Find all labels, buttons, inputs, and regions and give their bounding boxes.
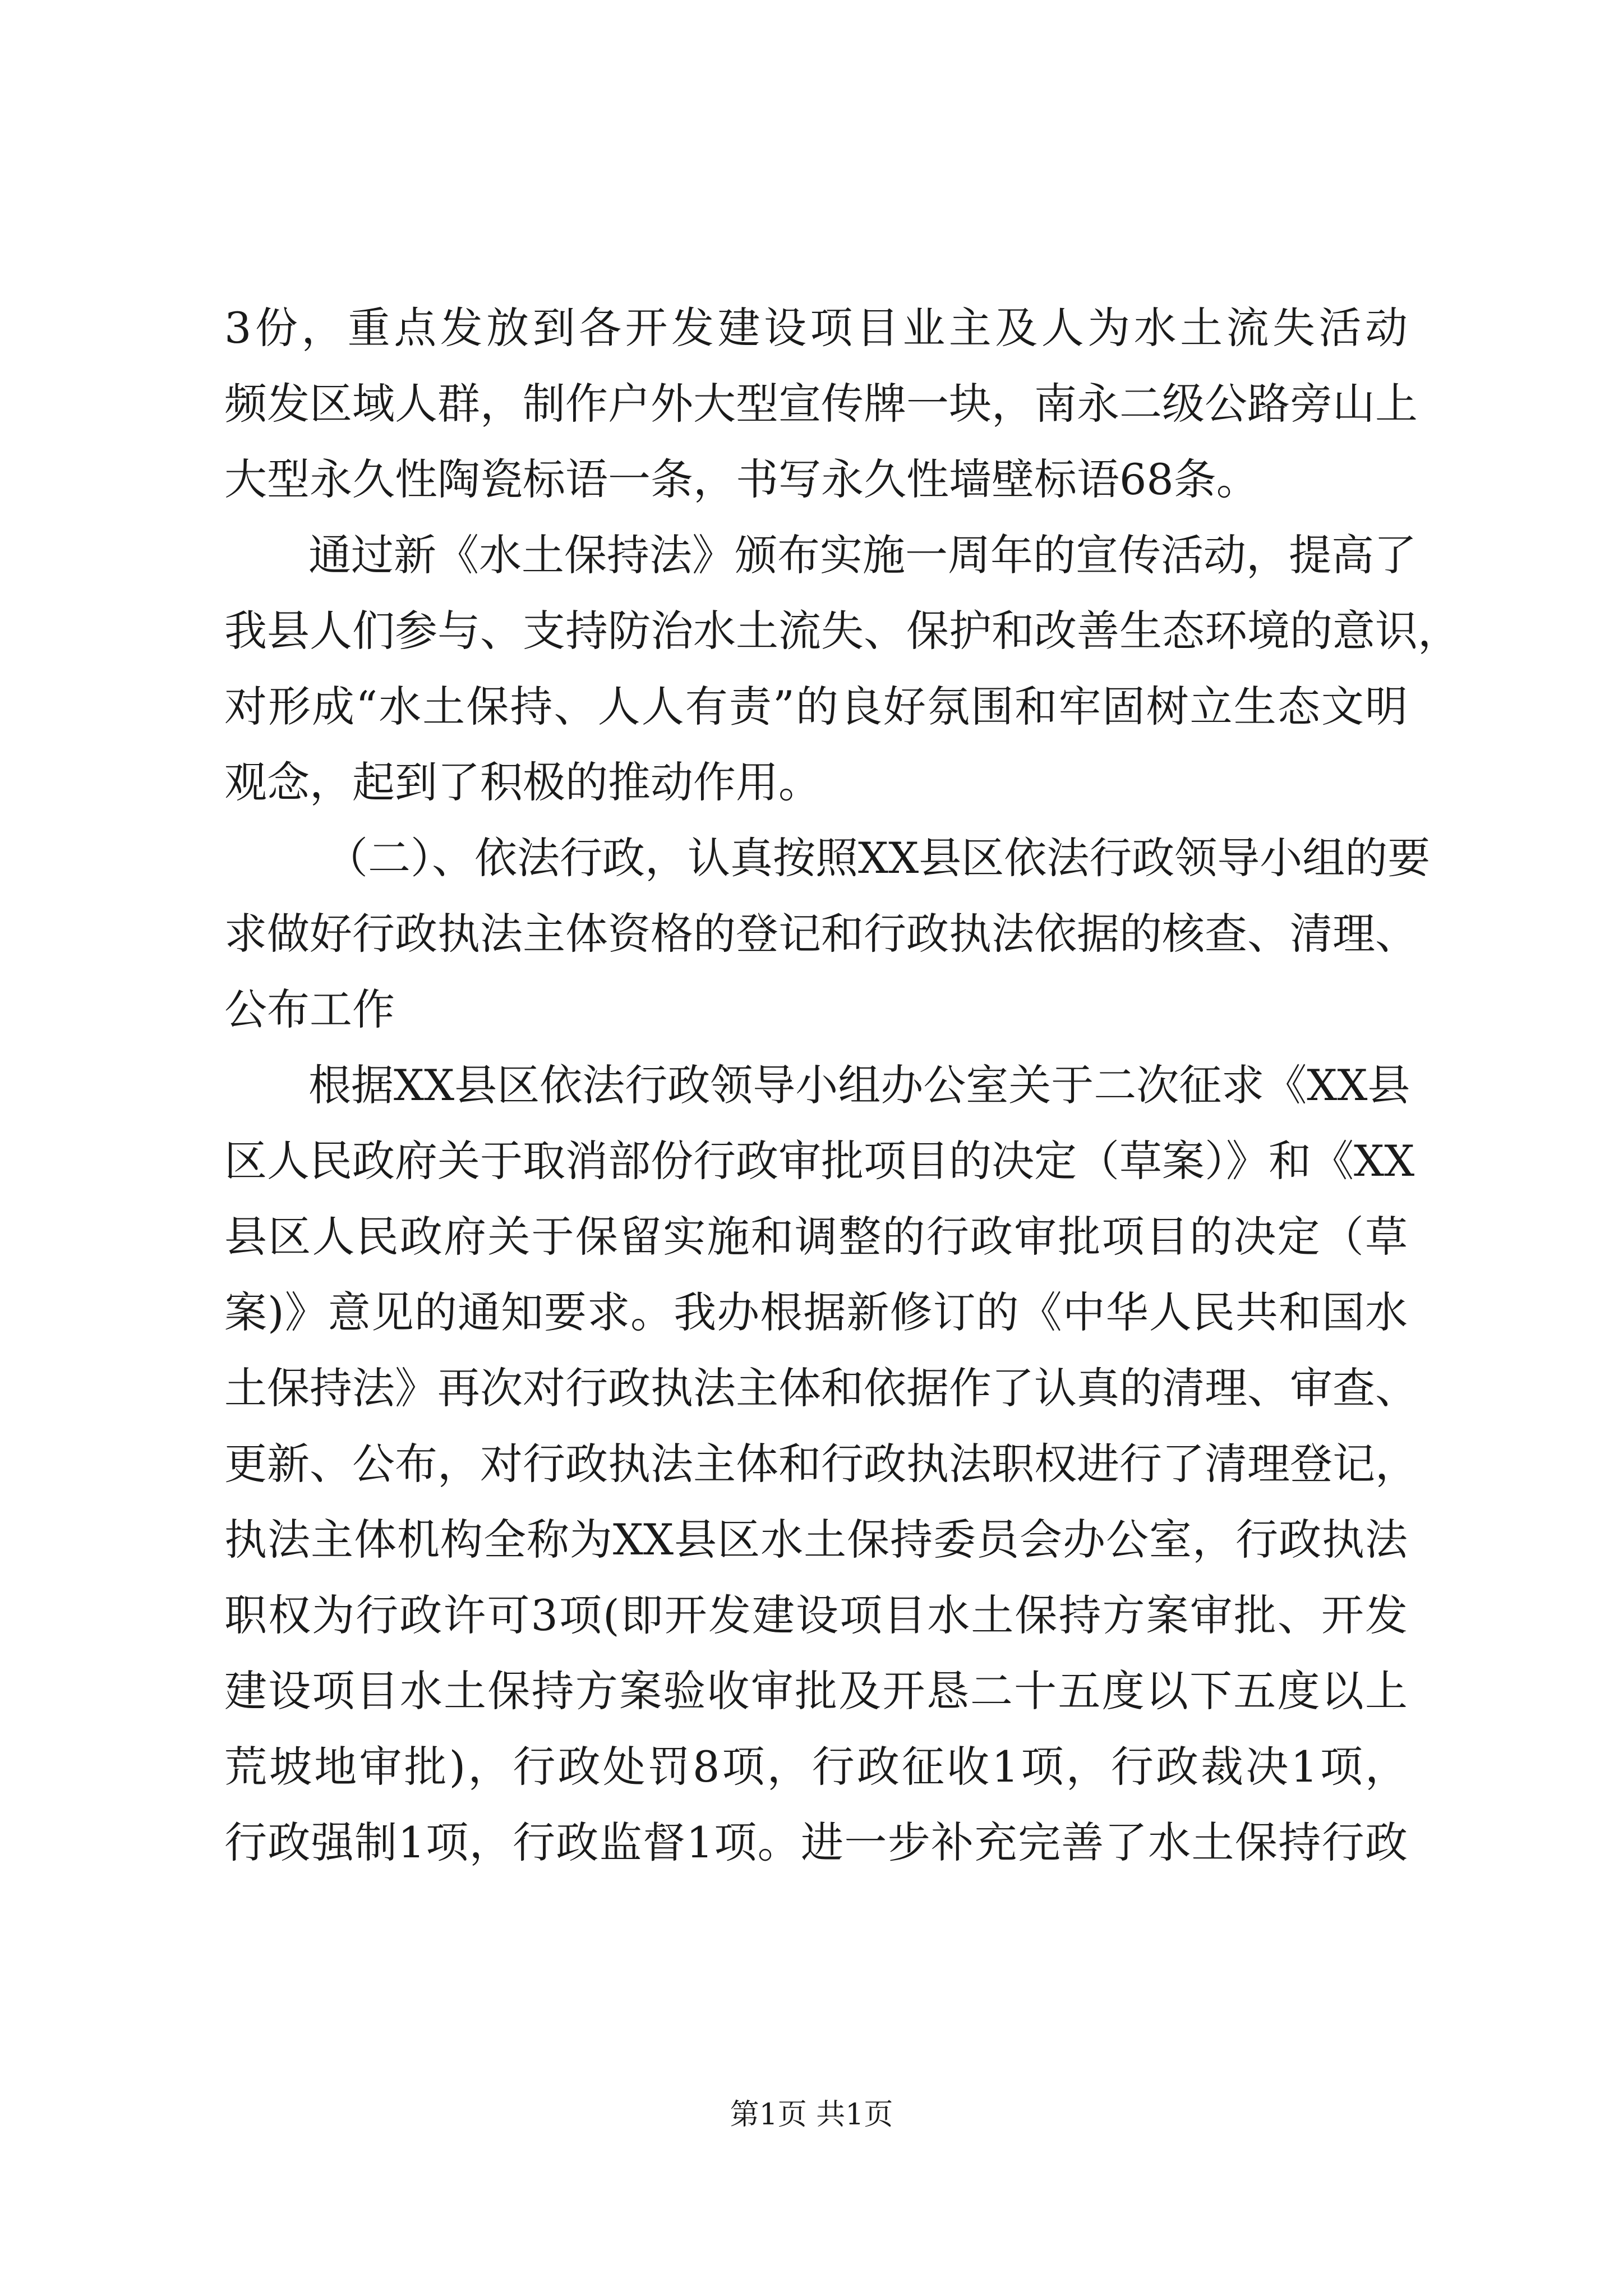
text-line: 土保持法》再次对行政执法主体和依据作了认真的清理、审查、 xyxy=(224,1363,1418,1413)
text-line: 大型永久性陶瓷标语一条，书写永久性墙壁标语68条。 xyxy=(224,454,1259,504)
text-line: 荒坡地审批)，行政处罚8项，行政征收1项，行政裁决1项， xyxy=(224,1742,1408,1792)
text-line: 观念，起到了积极的推动作用。 xyxy=(224,757,821,807)
section-heading-line: 公布工作 xyxy=(224,984,395,1034)
text-line: 区人民政府关于取消部份行政审批项目的决定（草案）》和《XX xyxy=(224,1136,1415,1186)
section-heading-line: （二）、依法行政，认真按照XX县区依法行政领导小组的要 xyxy=(325,833,1431,883)
text-line: 我县人们参与、支持防治水土流失、保护和改善生态环境的意识， xyxy=(224,606,1460,656)
text-line: 通过新《水土保持法》颁布实施一周年的宣传活动，提高了 xyxy=(308,530,1417,580)
text-line: 职权为行政许可3项(即开发建设项目水土保持方案审批、开发 xyxy=(224,1590,1408,1640)
text-line: 根据XX县区依法行政领导小组办公室关于二次征求《XX县 xyxy=(308,1060,1410,1110)
text-line: 频发区域人群，制作户外大型宣传牌一块，南永二级公路旁山上 xyxy=(224,379,1418,429)
section-heading-line: 求做好行政执法主体资格的登记和行政执法依据的核查、清理、 xyxy=(224,909,1418,959)
text-line: 县区人民政府关于保留实施和调整的行政审批项目的决定（草 xyxy=(224,1212,1408,1262)
page-number-footer: 第1页 共1页 xyxy=(730,2098,893,2132)
text-line: 更新、公布，对行政执法主体和行政执法职权进行了清理登记， xyxy=(224,1439,1418,1489)
text-line: 3份，重点发放到各开发建设项目业主及人为水土流失活动 xyxy=(224,303,1408,353)
text-line: 案)》意见的通知要求。我办根据新修订的《中华人民共和国水 xyxy=(224,1287,1408,1337)
text-line: 建设项目水土保持方案验收审批及开恳二十五度以下五度以上 xyxy=(224,1666,1408,1716)
text-line: 对形成“水土保持、人人有责”的良好氛围和牢固树立生态文明 xyxy=(224,682,1408,731)
text-line: 行政强制1项，行政监督1项。进一步补充完善了水土保持行政 xyxy=(224,1818,1408,1867)
text-line: 执法主体机构全称为XX县区水土保持委员会办公室，行政执法 xyxy=(224,1515,1408,1565)
